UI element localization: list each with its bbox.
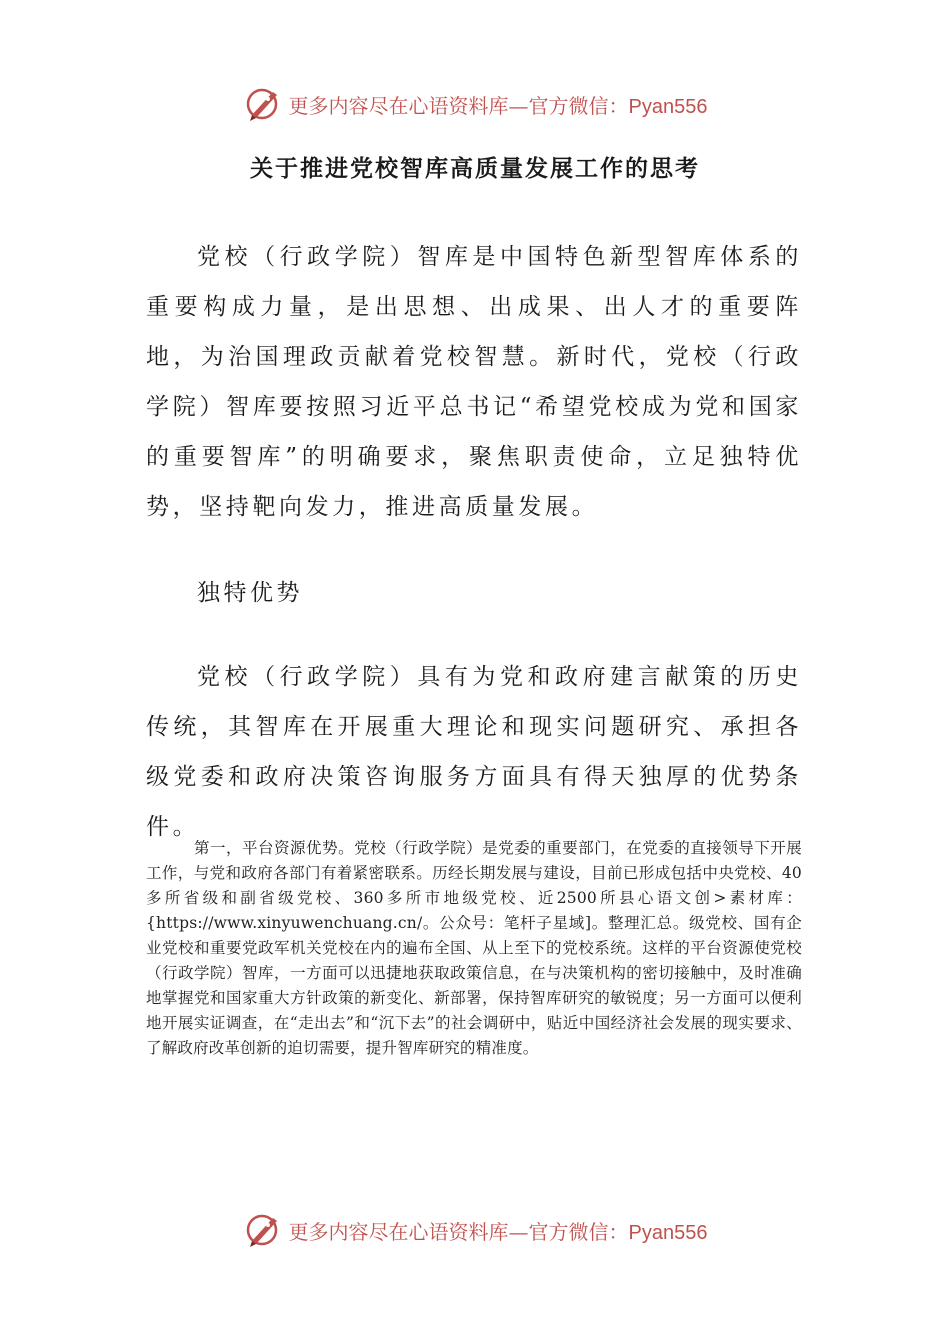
pen-logo-icon [243, 84, 283, 124]
pen-logo-icon [243, 1210, 283, 1250]
platform-paragraph: 第一，平台资源优势。党校（行政学院）是党委的重要部门，在党委的直接领导下开展工作，与党和政府各部门有着紧密联系。历经长期发展与建设，目前已形成包括中央党校、40多所省级和副省级党校、360多所市地级党校、近2500所县心语文创>素材库：{https://www.xinyuwenchuang.cn/。公众号：笔杆子星域]。整理汇总。级党校、国有企业党校和重要党政军机关党校在内的遍布全国、从上至下的党校系统。这样的平台资源使党校（行政学院）智库，一方面可以迅捷地获取政策信息，在与决策机构的密切接触中，及时准确地掌握党和国家重大方针政策的新变化、新部署，保持智库研究的敏锐度；另一方面可以便利地开展实证调查，在“走出去”和“沉下去”的社会调研中，贴近中国经济社会发展的现实要求、了解政府改革创新的迫切需要，提升智库研究的精准度。 [146, 839, 802, 1057]
advantage-paragraph: 党校（行政学院）具有为党和政府建言献策的历史传统，其智库在开展重大理论和现实问题研究、承担各级党委和政府决策咨询服务方面具有得天独厚的优势条件。 [146, 664, 802, 840]
watermark-text: 更多内容尽在心语资料库—官方微信：Pyan556 [288, 1219, 708, 1244]
watermark-banner-bottom [0, 1210, 950, 1250]
watermark-banner-top [0, 84, 950, 124]
document-title: 关于推进党校智库高质量发展工作的思考 [250, 156, 700, 182]
intro-paragraph: 党校（行政学院）智库是中国特色新型智库体系的重要构成力量，是出思想、出成果、出人才的重要阵地，为治国理政贡献着党校智慧。新时代，党校（行政学院）智库要按照习近平总书记“希望党校成为党和国家的重要智库”的明确要求，聚焦职责使命，立足独特优势，坚持靶向发力，推进高质量发展。 [146, 244, 802, 520]
section-heading: 独特优势 [197, 580, 303, 606]
watermark-text: 更多内容尽在心语资料库—官方微信：Pyan556 [288, 93, 708, 118]
